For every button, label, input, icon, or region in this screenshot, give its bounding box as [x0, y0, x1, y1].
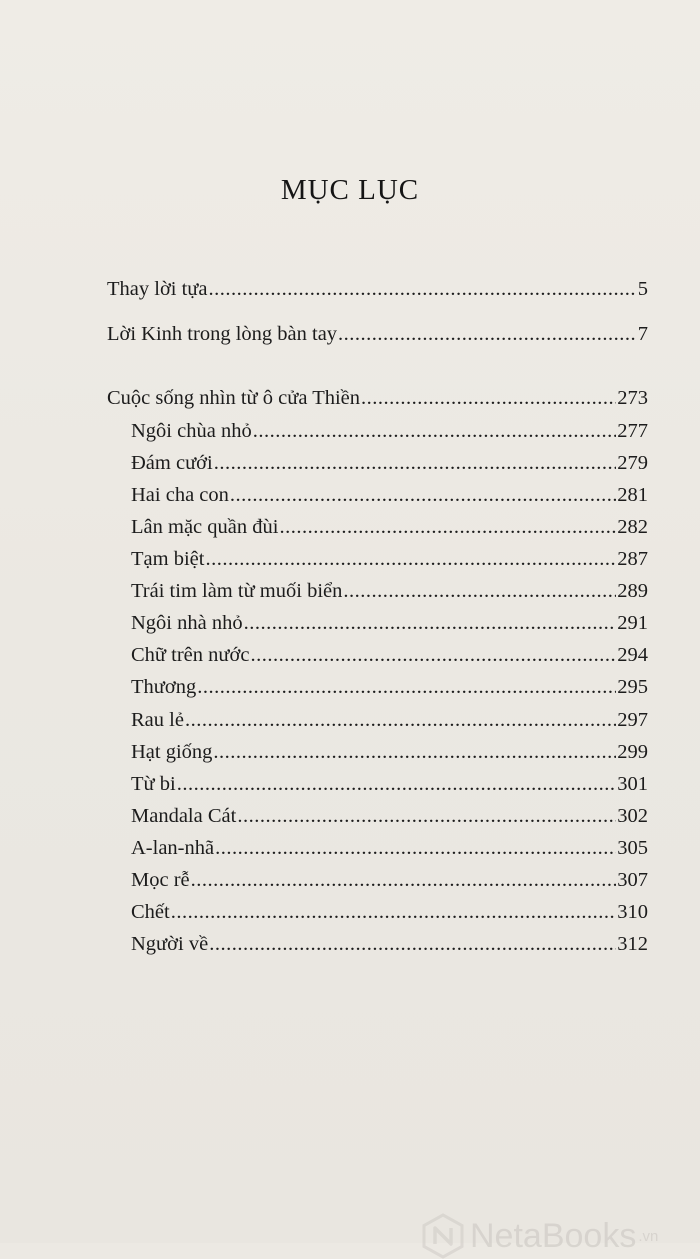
dot-leader — [279, 512, 616, 542]
dot-leader — [338, 319, 637, 349]
toc-entry — [131, 737, 648, 767]
toc-entry-page: 273 — [617, 387, 648, 409]
toc-entry-title: Chữ trên nước — [131, 644, 250, 666]
toc-entry — [131, 448, 648, 478]
toc-entry — [131, 897, 648, 927]
toc-entry-page: 312 — [617, 933, 648, 955]
toc-entry-title: Lân mặc quần đùi — [131, 516, 279, 538]
toc-entry-title: A-lan-nhã — [131, 837, 215, 859]
toc-entry — [131, 416, 648, 446]
toc-entry-page: 299 — [617, 741, 648, 763]
toc-entry-page: 5 — [637, 278, 648, 300]
toc-entry-page: 291 — [617, 612, 648, 634]
toc-entry — [107, 319, 648, 349]
dot-leader — [171, 897, 617, 927]
toc-entry — [131, 769, 648, 799]
dot-leader — [177, 769, 617, 799]
toc-entry-page: 289 — [617, 580, 648, 602]
toc-entry — [131, 480, 648, 510]
toc-entry-page: 297 — [617, 709, 648, 731]
toc-entry-page: 310 — [617, 901, 648, 923]
toc-entry-title: Hạt giống — [131, 741, 213, 763]
toc-entry — [131, 512, 648, 542]
toc-entry — [131, 544, 648, 574]
toc-entry-page: 295 — [617, 676, 648, 698]
toc-entry-page: 7 — [637, 323, 648, 345]
toc-entry — [131, 705, 648, 735]
toc-entry — [131, 640, 648, 670]
toc-entry-title: Đám cưới — [131, 452, 213, 474]
toc-entry-title: Mọc rễ — [131, 869, 190, 891]
dot-leader — [253, 416, 617, 446]
toc-entry-title: Chết — [131, 901, 170, 923]
dot-leader — [250, 640, 616, 670]
dot-leader — [215, 833, 616, 863]
toc-entry — [107, 274, 648, 304]
dot-leader — [205, 544, 616, 574]
toc-entry — [131, 801, 648, 831]
toc-entry-title: Trái tim làm từ muối biển — [131, 580, 343, 602]
toc-entry-title: Người về — [131, 933, 209, 955]
dot-leader — [343, 576, 616, 606]
toc-entry-title: Cuộc sống nhìn từ ô cửa Thiền — [107, 387, 361, 409]
toc-entry-title: Hai cha con — [131, 484, 229, 506]
dot-leader — [209, 274, 637, 304]
dot-leader — [191, 865, 617, 895]
toc-entry-page: 281 — [617, 484, 648, 506]
toc-entry-title: Ngôi nhà nhỏ — [131, 612, 243, 634]
dot-leader — [230, 480, 616, 510]
dot-leader — [237, 801, 616, 831]
toc-entry-page: 279 — [617, 452, 648, 474]
toc-entry — [131, 608, 648, 638]
toc-entry-title: Thương — [131, 676, 197, 698]
toc-entry-page: 277 — [617, 420, 648, 442]
watermark-brand: NetaBooks — [470, 1216, 637, 1255]
toc-entry-page: 302 — [617, 805, 648, 827]
dot-leader — [361, 383, 616, 413]
dot-leader — [214, 448, 617, 478]
toc-entry — [131, 833, 648, 863]
watermark — [420, 1213, 658, 1259]
toc-entry-page: 305 — [617, 837, 648, 859]
toc-entry-page: 287 — [617, 548, 648, 570]
toc-entry-page: 307 — [617, 869, 648, 891]
toc-entry-title: Từ bi — [131, 773, 176, 795]
dot-leader — [209, 929, 616, 959]
toc-entry-page: 282 — [617, 516, 648, 538]
page-title: MỤC LỤC — [280, 174, 420, 206]
toc-entry-title: Tạm biệt — [131, 548, 205, 570]
toc-entry-title: Ngôi chùa nhỏ — [131, 420, 252, 442]
toc-entry — [131, 929, 648, 959]
watermark-suffix: .vn — [638, 1227, 659, 1245]
toc-entry-page: 301 — [617, 773, 648, 795]
toc-entry-title: Rau lẻ — [131, 709, 184, 731]
toc-entry — [131, 576, 648, 606]
toc-entry-title: Lời Kinh trong lòng bàn tay — [107, 323, 338, 345]
toc-entry-page: 294 — [617, 644, 648, 666]
neta-logo-icon — [420, 1213, 466, 1259]
dot-leader — [213, 737, 616, 767]
dot-leader — [197, 672, 616, 702]
dot-leader — [185, 705, 616, 735]
dot-leader — [244, 608, 617, 638]
toc-entry — [131, 672, 648, 702]
toc-entry-title: Thay lời tựa — [107, 278, 208, 300]
toc-entry-title: Mandala Cát — [131, 805, 237, 827]
toc-entry — [131, 865, 648, 895]
toc-entry — [107, 383, 648, 413]
